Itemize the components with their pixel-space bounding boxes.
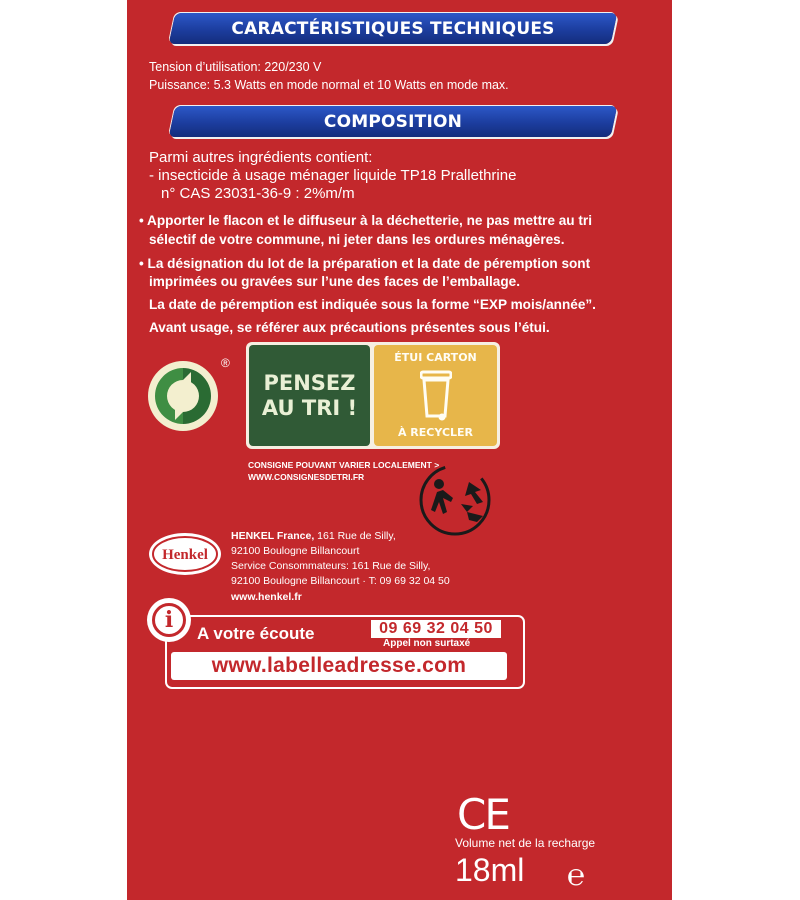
consigne-note [248, 459, 439, 483]
instruction-bullet-1-line-2: sélectif de votre commune, ni jeter dans les ordures ménagères. [149, 232, 565, 247]
estimated-sign: ℮ [567, 858, 586, 893]
precautions-text: Avant usage, se référer aux précautions présentes sous l’étui. [149, 320, 550, 335]
a-recycler-text: À RECYCLER [397, 426, 474, 439]
instruction-bullet-2-line-1: • La désignation du lot de la préparation et la date de péremption sont [139, 256, 591, 271]
voltage-text: Tension d’utilisation: 220/230 V [149, 60, 322, 74]
service-phone[interactable]: 09 69 32 04 50 [371, 620, 501, 638]
customer-service-box [147, 598, 525, 690]
consigne-line-1: CONSIGNE POUVANT VARIER LOCALEMENT > [248, 460, 440, 470]
composition-line-3: n° CAS 23031-36-9 : 2%m/m [161, 185, 355, 202]
triman-icon [417, 462, 499, 537]
power-text: Puissance: 5.3 Watts en mode normal et 10 Watts en mode max. [149, 78, 509, 92]
manufacturer-line-4: 92100 Boulogne Billancourt · T: 09 69 32 04 50 [231, 575, 450, 587]
volume-value: 18ml [455, 852, 525, 888]
consigne-website: WWW.CONSIGNESDETRI.FR [248, 472, 365, 482]
composition-line-2: - insecticide à usage ménager liquide TP18 Prallethrine [149, 167, 517, 184]
instruction-bullet-1-line-1: • Apporter le flacon et le diffuseur à la déchetterie, ne pas mettre au tri [139, 213, 592, 228]
volume-label: Volume net de la recharge [455, 836, 596, 850]
sorting-info-box [246, 342, 500, 449]
manufacturer-company: HENKEL France, [231, 530, 315, 542]
etui-carton-block [374, 345, 497, 446]
service-label: A votre écoute [197, 624, 315, 643]
pensez-text: PENSEZ [263, 370, 356, 395]
service-url[interactable]: www.labelleadresse.com [171, 652, 507, 680]
technical-section-title: CARACTÉRISTIQUES TECHNIQUES [231, 18, 555, 39]
manufacturer-line-2: 92100 Boulogne Billancourt [231, 545, 360, 557]
pensez-au-tri-block [249, 345, 370, 446]
instruction-bullet-2-line-2: imprimées ou gravées sur l’une des faces de l’emballage. [149, 274, 520, 289]
product-label-panel [127, 0, 672, 900]
ce-mark: CE [457, 790, 509, 839]
composition-line-1: Parmi autres ingrédients contient: [149, 149, 373, 166]
composition-section-banner [169, 106, 618, 137]
registered-mark: ® [221, 356, 230, 370]
service-note: Appel non surtaxé [383, 638, 471, 649]
henkel-logo [148, 532, 222, 576]
green-dot-icon [147, 360, 219, 432]
info-icon: i [147, 598, 191, 642]
manufacturer-line-3: Service Consommateurs: 161 Rue de Silly, [231, 560, 431, 572]
composition-section-title: COMPOSITION [323, 111, 463, 132]
henkel-logo-text: Henkel [162, 547, 208, 563]
manufacturer-street: 161 Rue de Silly, [314, 530, 396, 542]
etui-carton-text: ÉTUI CARTON [394, 351, 477, 364]
manufacturer-line-1 [231, 530, 396, 542]
expiry-format-text: La date de péremption est indiquée sous la forme “EXP mois/année”. [149, 297, 596, 312]
recycling-bin-icon [420, 370, 452, 422]
technical-section-banner [169, 13, 618, 44]
manufacturer-website[interactable]: www.henkel.fr [231, 591, 302, 603]
au-tri-text: AU TRI ! [261, 395, 358, 420]
